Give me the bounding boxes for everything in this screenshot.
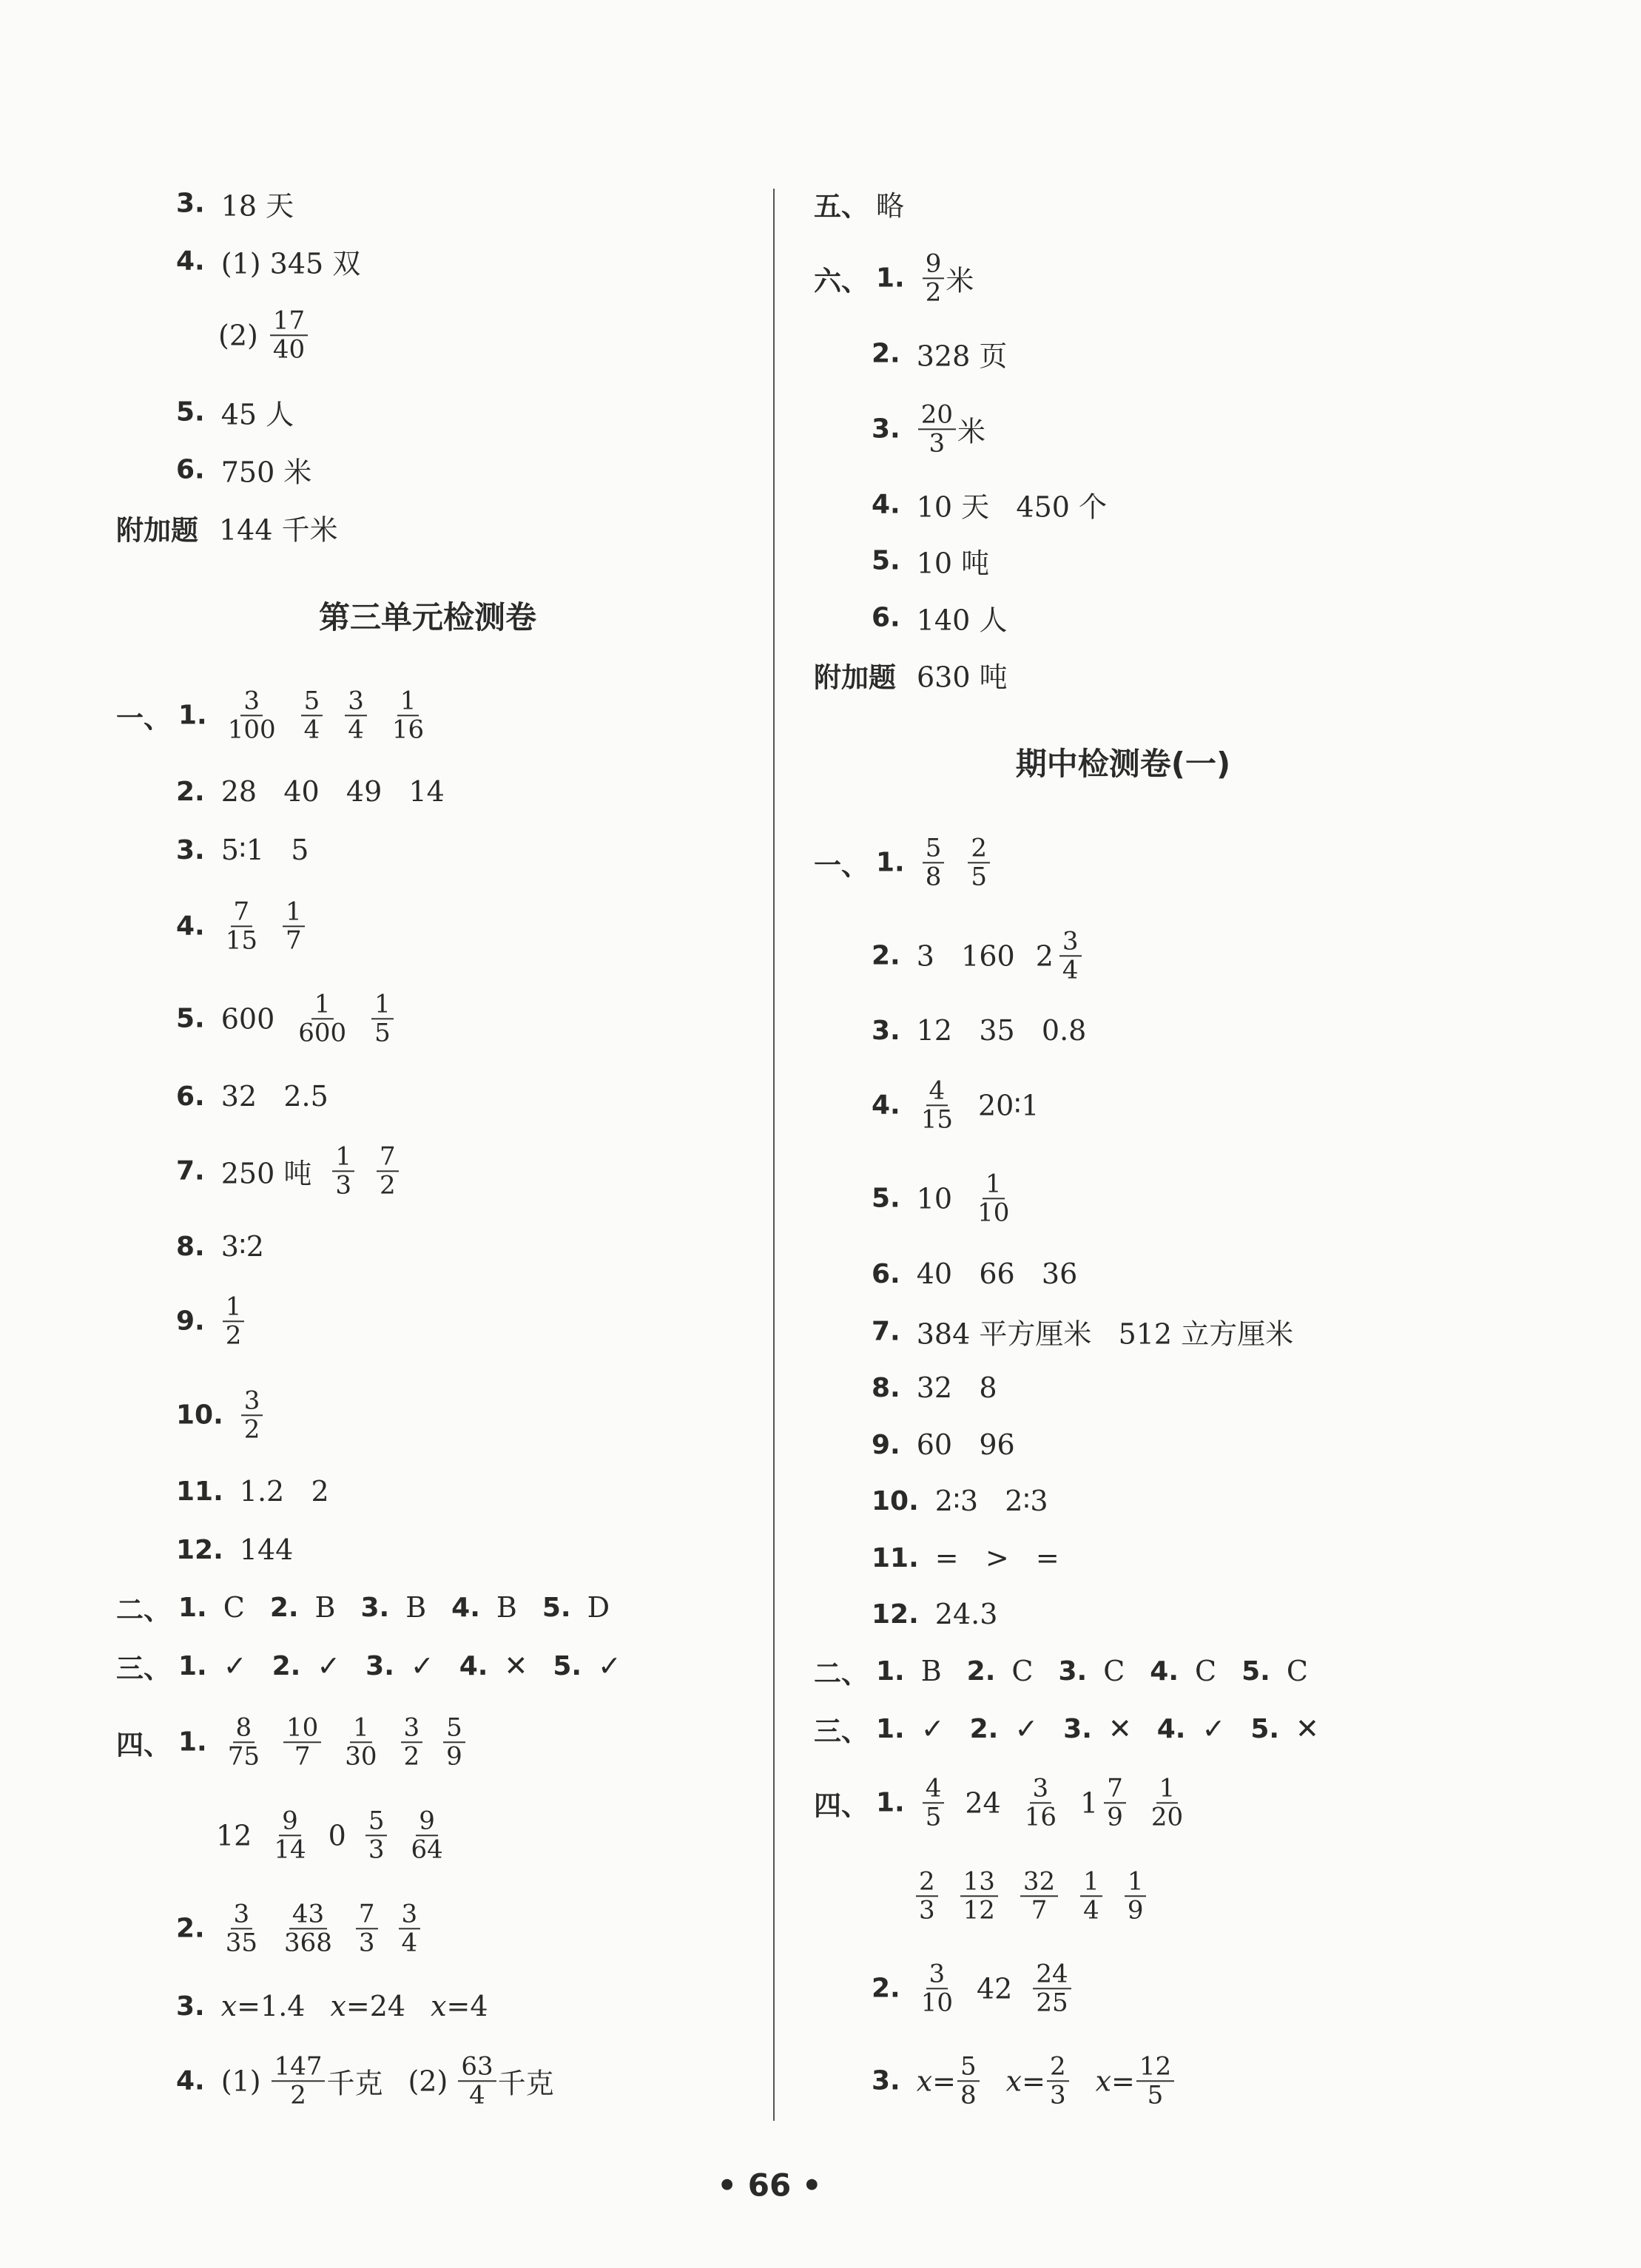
item-number: 4. bbox=[176, 911, 205, 942]
midterm-q1-item12: 12. 24.3 bbox=[872, 1598, 998, 1630]
fraction: $\frac{1}{30}$ bbox=[345, 1712, 377, 1771]
item-number: 6. bbox=[176, 1081, 205, 1112]
midterm-q4-row3: 3. x = $\frac{5}{8}$ x = $\frac{2}{3}$ x = $\frac{12}{5}$ bbox=[872, 2053, 1176, 2108]
unit3-q1-item1 bbox=[116, 687, 428, 743]
right-q6-item3: 3. $\frac{20}{3}$ 米 bbox=[872, 399, 986, 458]
unit3-q1-item4 bbox=[176, 898, 306, 954]
midterm-q1-item7: 7. 384 平方厘米 512 立方厘米 bbox=[872, 1316, 1294, 1351]
answer-text: 5∶1 5 bbox=[220, 834, 309, 866]
fraction: $\frac{3}{35}$ bbox=[225, 1899, 257, 1957]
answer-text: 630 吨 bbox=[917, 661, 1008, 694]
midterm-q4-row1: 四、 1. $\frac{4}{5}$ 24 $\frac{3}{16}$ 1 $\frac{7}{9}$ $\frac{1}{20}$ bbox=[814, 1775, 1187, 1830]
fraction: $\frac{8}{75}$ bbox=[227, 1712, 260, 1771]
fraction: $\frac{1}{3}$ bbox=[332, 1143, 354, 1198]
fraction: $\frac{7}{2}$ bbox=[377, 1143, 399, 1198]
fraction: $\frac{4}{5}$ bbox=[923, 1775, 945, 1830]
midterm-q1-item3: 3. 12 35 0.8 bbox=[872, 1014, 1087, 1047]
fraction: $\frac{3}{2}$ bbox=[241, 1387, 263, 1442]
fraction: $\frac{17}{40}$ bbox=[270, 307, 308, 362]
fraction: $\frac{2}{3}$ bbox=[916, 1868, 938, 1923]
check-mark: ✓ bbox=[317, 1650, 341, 1682]
right-extra-question bbox=[814, 655, 1008, 695]
right-q6-item2: 2. 328 页 bbox=[872, 338, 1008, 373]
right-q6-item4: 4. 10 天 450 个 bbox=[872, 489, 1108, 524]
midterm-q1-item5: 5. 10 $\frac{1}{10}$ bbox=[872, 1170, 1014, 1226]
answer-text: (2) bbox=[218, 319, 258, 351]
extra-label: 附加题 bbox=[116, 514, 198, 546]
midterm-q1-item8: 8. 32 8 bbox=[872, 1371, 997, 1404]
fraction: $\frac{9}{64}$ bbox=[411, 1806, 443, 1864]
section-title-midterm: 期中检测卷(一) bbox=[1015, 746, 1231, 782]
midterm-q1-item6: 6. 40 66 36 bbox=[872, 1258, 1078, 1290]
left-answer-6 bbox=[176, 450, 311, 490]
item-number: 7. bbox=[176, 1155, 205, 1187]
section-label: 一、 bbox=[814, 849, 869, 881]
answer-text: 144 bbox=[239, 1533, 294, 1566]
left-answer-5 bbox=[176, 392, 294, 433]
unit3-q1-item2 bbox=[176, 775, 445, 808]
column-divider bbox=[773, 189, 775, 2121]
answer-text: (1) 345 双 bbox=[220, 247, 361, 280]
fraction: $\frac{147}{2}$ bbox=[272, 2053, 326, 2108]
fraction: $\frac{9}{2}$ bbox=[923, 250, 945, 306]
check-mark: ✓ bbox=[1202, 1712, 1226, 1745]
unit3-q1-item3 bbox=[176, 834, 309, 866]
item-number: 3. bbox=[176, 834, 205, 865]
answer-text: 600 bbox=[220, 1002, 275, 1035]
fraction: $\frac{10}{7}$ bbox=[283, 1714, 321, 1769]
check-mark: ✓ bbox=[598, 1650, 621, 1682]
check-mark: ✓ bbox=[1014, 1712, 1039, 1745]
cross-mark: ✕ bbox=[1108, 1712, 1132, 1745]
fraction: $\frac{12}{5}$ bbox=[1136, 2053, 1174, 2108]
unit3-q4-row1b: 12 $\frac{9}{14}$ 0 $\frac{5}{3}$ $\frac{9}{64}$ bbox=[216, 1807, 448, 1863]
cross-mark: ✕ bbox=[504, 1650, 528, 1682]
midterm-q1-item11: 11. = > = bbox=[872, 1542, 1059, 1574]
right-q5 bbox=[814, 183, 904, 224]
fraction: $\frac{1}{2}$ bbox=[223, 1293, 245, 1349]
answer-text: 144 千米 bbox=[219, 513, 338, 547]
fraction: $\frac{32}{7}$ bbox=[1020, 1868, 1058, 1923]
unit3-q4-row2: 2. $\frac{3}{35}$ $\frac{43}{368}$ $\frac{7}{3}$ $\frac{3}{4}$ bbox=[176, 1900, 422, 1956]
midterm-q2-row: 二、 1. B 2. C 3. C 4. C 5. C bbox=[814, 1651, 1308, 1691]
fraction: $\frac{7}{15}$ bbox=[225, 897, 257, 955]
fraction: $\frac{5}{3}$ bbox=[365, 1807, 388, 1863]
answer-text: 1.2 2 bbox=[239, 1475, 329, 1508]
check-mark: ✓ bbox=[223, 1650, 247, 1682]
unit3-q1-item10 bbox=[176, 1387, 264, 1442]
fraction: $\frac{1}{9}$ bbox=[1125, 1868, 1147, 1923]
fraction: $\frac{5}{4}$ bbox=[301, 687, 323, 743]
fraction: $\frac{5}{9}$ bbox=[443, 1714, 465, 1769]
fraction: $\frac{1}{600}$ bbox=[298, 989, 347, 1047]
unit3-q4-row3: 3. x =1.4 x =24 x =4 bbox=[176, 1990, 488, 2022]
section-label: 四、 bbox=[814, 1789, 869, 1821]
fraction: $\frac{3}{10}$ bbox=[920, 1959, 953, 2017]
mixed-number: 1 $\frac{7}{9}$ bbox=[1080, 1775, 1128, 1830]
item-number: 12. bbox=[176, 1534, 223, 1565]
midterm-q1-item4: 4. $\frac{4}{15}$ 20∶1 bbox=[872, 1076, 1039, 1134]
left-answer-4-part2 bbox=[218, 307, 309, 362]
item-number: 1. bbox=[178, 700, 207, 731]
midterm-q1-item1: 一、 1. $\frac{5}{8}$ $\frac{2}{5}$ bbox=[814, 834, 991, 890]
item-number: 9. bbox=[176, 1306, 205, 1337]
mixed-number: 2 $\frac{3}{4}$ bbox=[1036, 928, 1083, 983]
fraction: $\frac{3}{4}$ bbox=[399, 1900, 421, 1956]
check-mark: ✓ bbox=[410, 1650, 434, 1682]
unit3-q1-item8 bbox=[176, 1230, 264, 1263]
fraction: $\frac{63}{4}$ bbox=[458, 2053, 496, 2108]
left-answer-4 bbox=[176, 241, 360, 282]
section-label: 四、 bbox=[116, 1729, 171, 1761]
section-label: 二、 bbox=[814, 1658, 869, 1690]
section-label: 一、 bbox=[116, 702, 171, 734]
fraction: $\frac{9}{14}$ bbox=[274, 1806, 306, 1864]
midterm-q1-item9: 9. 60 96 bbox=[872, 1428, 1015, 1461]
fraction: $\frac{7}{3}$ bbox=[356, 1900, 378, 1956]
answer-text: 750 米 bbox=[220, 456, 312, 489]
answer-text: 28 40 49 14 bbox=[220, 775, 445, 808]
unit3-q1-item11 bbox=[176, 1475, 329, 1508]
section-label: 二、 bbox=[116, 1594, 171, 1626]
fraction: $\frac{20}{3}$ bbox=[918, 401, 956, 456]
fraction: $\frac{1}{4}$ bbox=[1080, 1868, 1102, 1923]
item-number: 5. bbox=[176, 1003, 205, 1034]
fraction: $\frac{7}{9}$ bbox=[1104, 1775, 1126, 1830]
answer-text: 3∶2 bbox=[220, 1230, 264, 1263]
unit3-q1-item6 bbox=[176, 1080, 328, 1113]
item-number: 11. bbox=[176, 1476, 223, 1507]
unit3-q1-item5 bbox=[176, 990, 395, 1046]
fraction: $\frac{4}{15}$ bbox=[920, 1076, 953, 1134]
fraction: $\frac{13}{12}$ bbox=[960, 1868, 998, 1923]
fraction: $\frac{1}{5}$ bbox=[371, 990, 394, 1046]
item-number: 6. bbox=[176, 454, 205, 485]
item-number: 5. bbox=[176, 396, 205, 428]
fraction: $\frac{1}{20}$ bbox=[1150, 1773, 1184, 1832]
unit3-q1-item12 bbox=[176, 1533, 293, 1566]
unit3-q4-row1: 四、 1. $\frac{8}{75}$ $\frac{10}{7}$ $\frac{1}{30}$ $\frac{3}{2}$ $\frac{5}{9}$ bbox=[116, 1714, 467, 1769]
fraction: $\frac{3}{2}$ bbox=[401, 1714, 423, 1769]
fraction: $\frac{1}{7}$ bbox=[283, 898, 305, 954]
fraction: $\frac{3}{100}$ bbox=[227, 686, 276, 744]
section-label: 三、 bbox=[116, 1653, 171, 1684]
answer-text: 45 人 bbox=[220, 398, 294, 431]
fraction: $\frac{1}{16}$ bbox=[391, 686, 425, 744]
unit3-q3-row: 三、 1. ✓ 2. ✓ 3. ✓ 4. ✕ 5. ✓ bbox=[116, 1646, 621, 1686]
fraction: $\frac{43}{368}$ bbox=[284, 1899, 332, 1957]
item-number: 10. bbox=[176, 1400, 223, 1431]
extra-label: 附加题 bbox=[814, 661, 896, 693]
section-label: 六、 bbox=[814, 265, 869, 297]
item-number: 4. bbox=[176, 246, 205, 277]
fraction: $\frac{5}{8}$ bbox=[923, 834, 945, 890]
unit3-q1-item7 bbox=[176, 1143, 400, 1198]
midterm-q1-item10: 10. 2∶3 2∶3 bbox=[872, 1485, 1048, 1517]
fraction: $\frac{2}{3}$ bbox=[1047, 2053, 1069, 2108]
section-label: 五、 bbox=[814, 190, 869, 222]
unit3-q2-row: 二、 1. C 2. B 3. B 4. B 5. D bbox=[116, 1587, 610, 1627]
left-answer-3 bbox=[176, 183, 294, 224]
midterm-q4-row1b bbox=[914, 1868, 1148, 1923]
right-q6-item1: 六、 1. $\frac{9}{2}$ 米 bbox=[814, 249, 974, 307]
page-number: • 66 • bbox=[717, 2167, 822, 2204]
item-number: 3. bbox=[176, 188, 205, 219]
fraction: $\frac{5}{8}$ bbox=[957, 2053, 980, 2108]
section-title-unit3: 第三单元检测卷 bbox=[318, 599, 537, 635]
midterm-q1-item2: 2. 3 160 2 $\frac{3}{4}$ bbox=[872, 928, 1083, 983]
fraction: $\frac{3}{4}$ bbox=[345, 687, 367, 743]
right-q6-item5: 5. 10 吨 bbox=[872, 545, 990, 580]
answer-text: 略 bbox=[876, 189, 905, 223]
midterm-q4-row2: 2. $\frac{3}{10}$ 42 $\frac{24}{25}$ bbox=[872, 1960, 1073, 2016]
fraction: $\frac{2}{5}$ bbox=[968, 834, 990, 890]
answer-text: 18 天 bbox=[220, 189, 294, 223]
check-mark: ✓ bbox=[920, 1712, 945, 1745]
fraction: $\frac{3}{16}$ bbox=[1024, 1773, 1057, 1832]
answer-text: 32 2.5 bbox=[220, 1080, 328, 1113]
fraction: $\frac{24}{25}$ bbox=[1033, 1960, 1071, 2016]
item-number: 8. bbox=[176, 1231, 205, 1262]
left-extra-question bbox=[116, 507, 338, 548]
fraction: $\frac{3}{4}$ bbox=[1059, 928, 1082, 983]
fraction: $\frac{1}{10}$ bbox=[977, 1169, 1010, 1227]
item-number: 2. bbox=[176, 776, 205, 807]
cross-mark: ✕ bbox=[1295, 1712, 1319, 1745]
section-label: 三、 bbox=[814, 1715, 869, 1747]
unit3-q1-item9 bbox=[176, 1293, 246, 1349]
answer-text: 250 吨 bbox=[220, 1157, 312, 1190]
unit3-q4-row4: 4. (1) $\frac{147}{2}$ 千克 (2) $\frac{63}{4}$ 千克 bbox=[176, 2051, 554, 2110]
midterm-q3-row: 三、 1. ✓ 2. ✓ 3. ✕ 4. ✓ 5. ✕ bbox=[814, 1709, 1319, 1749]
right-q6-item6: 6. 140 人 bbox=[872, 602, 1008, 637]
